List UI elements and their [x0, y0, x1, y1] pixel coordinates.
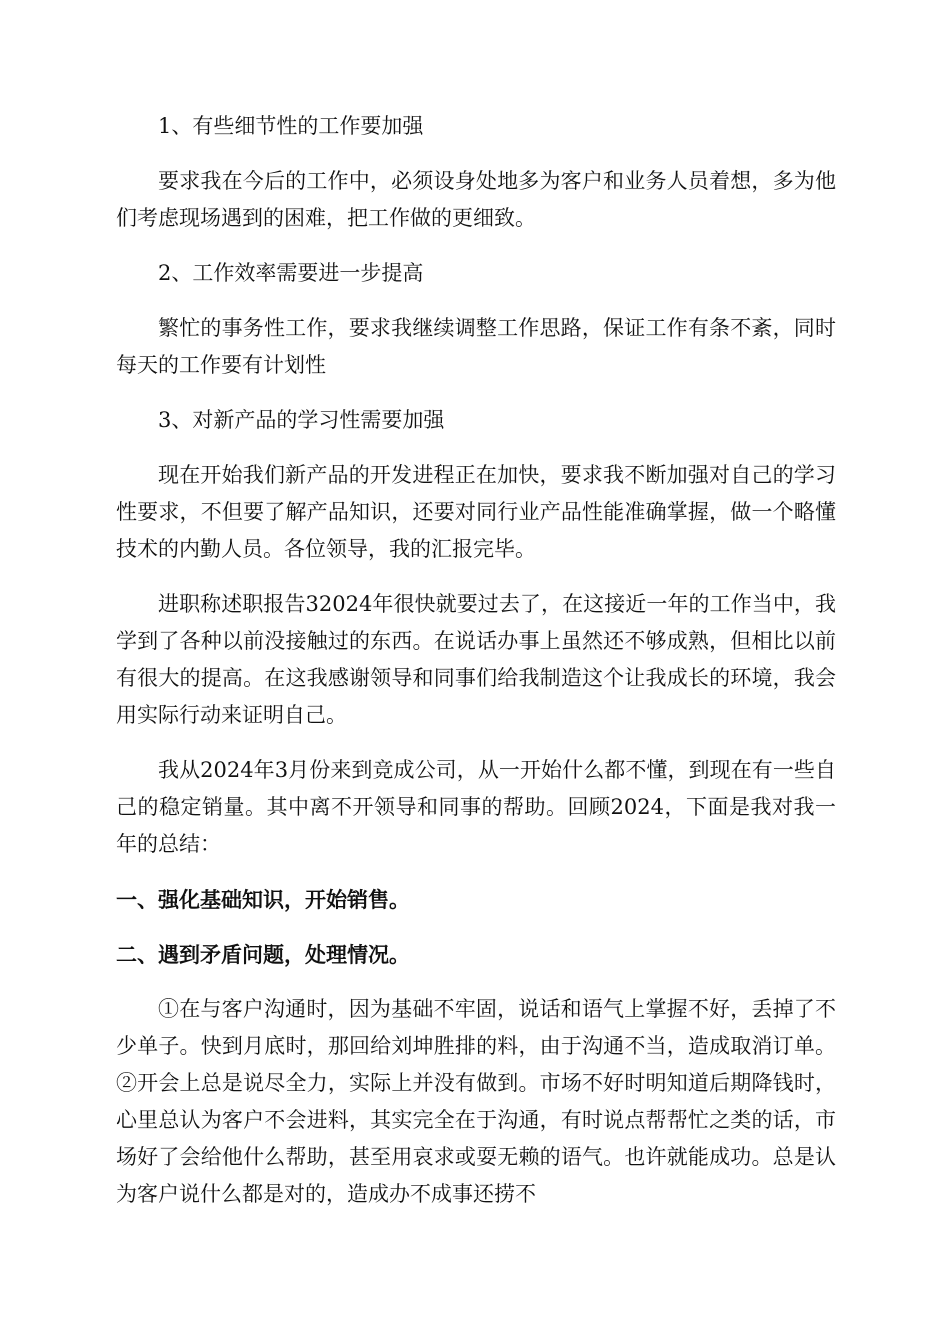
bold-heading-1: 一、强化基础知识，开始销售。 [116, 887, 410, 912]
document-body [116, 108, 836, 1231]
paragraph-2: 繁忙的事务性工作，要求我继续调整工作思路，保证工作有条不紊，同时每天的工作要有计划性 [116, 316, 836, 377]
section-heading-3: 3、对新产品的学习性需要加强 [158, 408, 445, 432]
section-heading-2: 2、工作效率需要进一步提高 [158, 261, 424, 285]
bold-heading-2: 二、遇到矛盾问题，处理情况。 [116, 942, 410, 967]
paragraph-4: 进职称述职报告32024年很快就要过去了，在这接近一年的工作当中，我学到了各种以前没接触过的东西。在说话办事上虽然还不够成熟，但相比以前有很大的提高。在这我感谢领导和同事们给我制造这个让我成长的环境，我会用实际行动来证明自己。 [116, 592, 836, 727]
paragraph-3: 现在开始我们新产品的开发进程正在加快，要求我不断加强对自己的学习性要求，不但要了解产品知识，还要对同行业产品性能准确掌握，做一个略懂技术的内勤人员。各位领导，我的汇报完毕。 [116, 463, 836, 561]
paragraph-6: ①在与客户沟通时，因为基础不牢固，说话和语气上掌握不好，丢掉了不少单子。快到月底时，那回给刘坤胜排的料，由于沟通不当，造成取消订单。②开会上总是说尽全力，实际上并没有做到。市场不好时明知道后期降钱时，心里总认为客户不会进料，其实完全在于沟通，有时说点帮帮忙之类的话，市场好了会给他什么帮助，甚至用哀求或耍无赖的语气。也许就能成功。总是认为客户说什么都是对的，造成办不成事还捞不 [116, 997, 836, 1206]
paragraph-5: 我从2024年3月份来到竞成公司，从一开始什么都不懂，到现在有一些自己的稳定销量。其中离不开领导和同事的帮助。回顾2024，下面是我对我一年的总结： [116, 758, 836, 856]
section-heading-1: 1、有些细节性的工作要加强 [158, 114, 424, 138]
paragraph-1: 要求我在今后的工作中，必须设身处地多为客户和业务人员着想，多为他们考虑现场遇到的困难，把工作做的更细致。 [116, 169, 836, 230]
